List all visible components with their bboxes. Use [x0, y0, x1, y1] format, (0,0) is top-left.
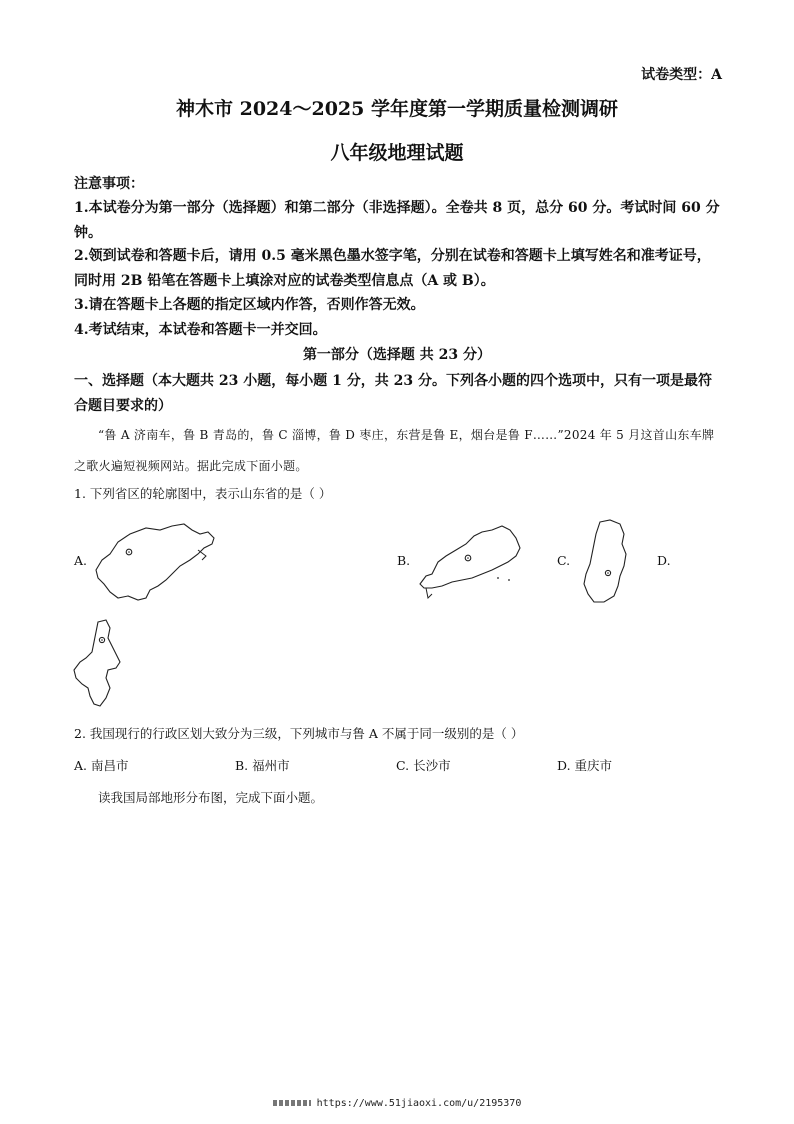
question-1-stem: 1. 下列省区的轮廓图中，表示山东省的是（ ） [74, 486, 332, 501]
q2-option-d[interactable]: D. 重庆市 [557, 758, 613, 773]
question-2-stem: 2. 我国现行的行政区划大致分为三级，下列城市与鲁 A 不属于同一级别的是（ ） [74, 726, 524, 741]
ningxia-outline-map [70, 618, 140, 710]
q2-option-c[interactable]: C. 长沙市 [396, 758, 451, 773]
part1-title: 第一部分（选择题 共 23 分） [302, 347, 492, 363]
exam-subtitle: 八年级地理试题 [330, 142, 464, 164]
shanxi-outline-map [574, 518, 634, 608]
exam-title: 神木市 2024～2025 学年度第一学期质量检测调研 [176, 98, 618, 120]
q2-option-b[interactable]: B. 福州市 [235, 758, 290, 773]
shandong-outline-map [88, 520, 228, 605]
q1-option-d-label[interactable]: D. [657, 553, 671, 568]
section-heading: 一、选择题（本大题共 23 小题，每小题 1 分，共 23 分。下列各小题的四个选项中，只有一项是最符合题目要求的） [74, 373, 712, 414]
paper-type-label: 试卷类型：A [641, 67, 722, 83]
notice-item-4: 4.考试结束，本试卷和答题卡一并交回。 [74, 322, 327, 338]
notice-item-2: 2.领到试卷和答题卡后，请用 0.5 毫米黑色墨水签字笔，分别在试卷和答题卡上填写姓名和准考证号，同时用 2B 铅笔在答题卡上填涂对应的试卷类型信息点（A 或 B）。 [74, 248, 711, 289]
passage-terrain-map: 读我国局部地形分布图，完成下面小题。 [98, 790, 324, 805]
q1-option-c-label[interactable]: C. [557, 553, 571, 568]
footer-watermark [0, 1098, 794, 1109]
notice-item-1: 1.本试卷分为第一部分（选择题）和第二部分（非选择题）。全卷共 8 页，总分 60 分。考试时间 60 分钟。 [74, 200, 720, 241]
q2-option-a[interactable]: A. 南昌市 [74, 758, 129, 773]
q1-option-a-label[interactable]: A. [74, 553, 88, 568]
guangdong-outline-map [416, 522, 526, 602]
q1-option-b-label[interactable]: B. [397, 553, 411, 568]
passage-plate-song: “鲁 A 济南车，鲁 B 青岛的，鲁 C 淄博，鲁 D 枣庄，东营是鲁 E，烟台是鲁 F……”2024 年 5 月这首山东车牌之歌火遍短视频网站。据此完成下面小题。 [74, 428, 715, 473]
notice-item-3: 3.请在答题卡上各题的指定区域内作答，否则作答无效。 [74, 297, 425, 313]
watermark-mark [273, 1100, 311, 1106]
footer-url[interactable]: https://www.51jiaoxi.com/u/2195370 [316, 1098, 522, 1109]
notice-heading: 注意事项： [74, 176, 144, 192]
